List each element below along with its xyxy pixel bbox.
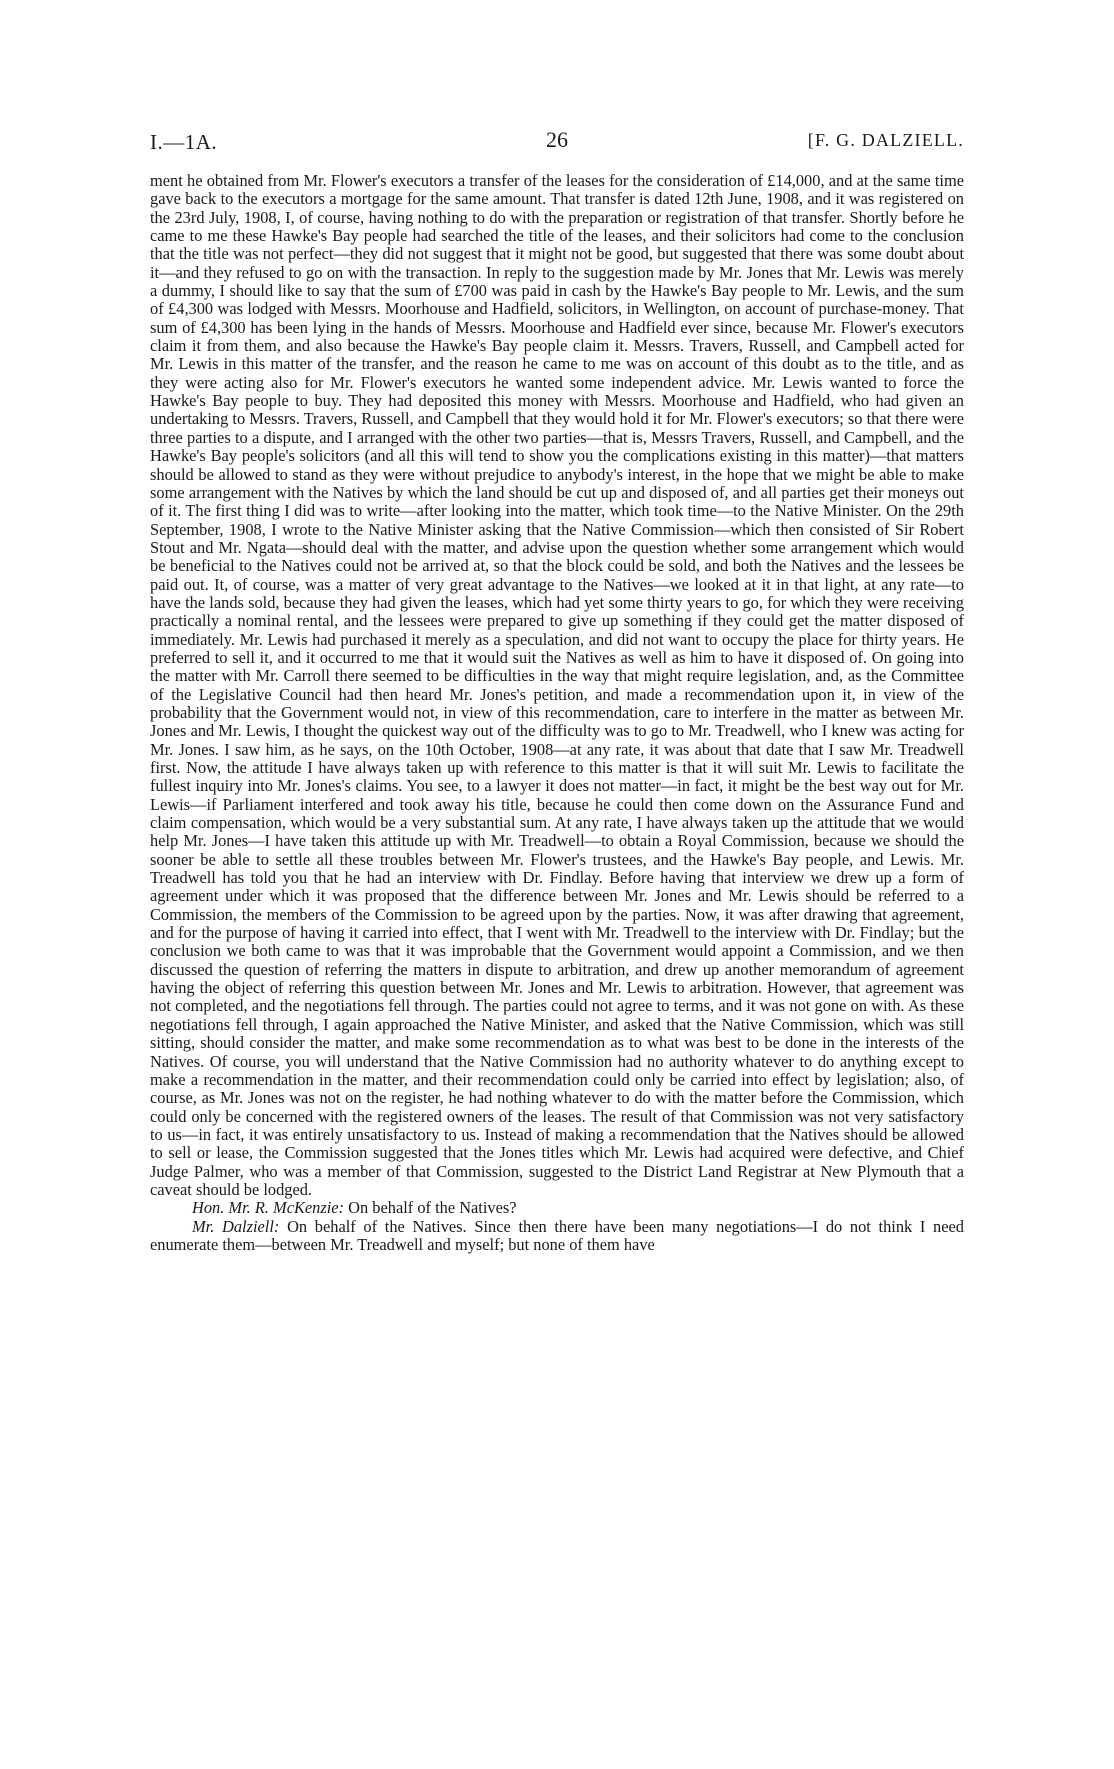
- speaker-name: Mr. Dalziell:: [192, 1216, 280, 1236]
- paragraph-text: ment he obtained from Mr. Flower's executors a transfer of the leases for the consideration of £14,000, and at the same time gave back to the executors a mortgage for the same amount. That transfer is dated 12th June, 1908, and it was registered on the 23rd July, 1908, I, of course, having nothing to do with the preparation or registration of that transfer. Shortly before he came to me these Hawke's Bay people had searched the title of the leases, and their solicitors had come to the conclusion that the title was not perfect—they did not suggest that it might not be good, but suggested that there was some doubt about it—and they refused to go on with the transaction. In reply to the suggestion made by Mr. Jones that Mr. Lewis was merely a dummy, I should like to say that the sum of £700 was paid in cash by the Hawke's Bay people to Mr. Lewis, and the sum of £4,300 was lodged with Messrs. Moorhouse and Hadfield, solicitors, in Wellington, on account of purchase-money. That sum of £4,300 has been lying in the hands of Messrs. Moorhouse and Hadfield ever since, because Mr. Flower's executors claim it from them, and also because the Hawke's Bay people claim it. Messrs. Travers, Russell, and Campbell acted for Mr. Lewis in this matter of the transfer, and the reason he came to me was on account of this doubt as to the title, and as they were acting also for Mr. Flower's executors he wanted some independent advice. Mr. Lewis wanted to force the Hawke's Bay people to buy. They had deposited this money with Messrs. Moorhouse and Hadfield, who had given an undertaking to Messrs. Travers, Russell, and Campbell that they would hold it for Mr. Flower's executors; so that there were three parties to a dispute, and I arranged with the other two parties—that is, Messrs Travers, Russell, and Campbell, and the Hawke's Bay people's solicitors (and all this will tend to show you the complications existing in this matter)—that matters should be allowed to stand as they were without prejudice to anybody's interest, in the hope that we might be able to make some arrangement with the Natives by which the land should be cut up and disposed of, and all parties get their moneys out of it. The first thing I did was to write—after looking into the matter, which took time—to the Native Minister. On the 29th September, 1908, I wrote to the Native Minister asking that the Native Commission—which then consisted of Sir Robert Stout and Mr. Ngata—should deal with the matter, and advise upon the question whether some arrangement which would be beneficial to the Natives could not be arrived at, so that the block could be sold, and both the Natives and the lessees be paid out. It, of course, was a matter of very great advantage to the Natives—we looked at it in that light, at any rate—to have the lands sold, because they had given the leases, which had yet some thirty years to go, for which they were receiving practically a nominal rental, and the lessees were prepared to give up something if they could get the matter disposed of immediately. Mr. Lewis had purchased it merely as a speculation, and did not want to occupy the place for thirty years. He preferred to sell it, and it occurred to me that it would suit the Natives as well as him to have it disposed of. On going into the matter with Mr. Carroll there seemed to be difficulties in the way that might require legislation, and, as the Committee of the Legislative Council had then heard Mr. Jones's petition, and made a recommendation upon it, in view of the probability that the Government would not, in view of this recommendation, care to interfere in the matter as between Mr. Jones and Mr. Lewis, I thought the quickest way out of the difficulty was to go to Mr. Treadwell, who I knew was acting for Mr. Jones. I saw him, as he says, on the 10th October, 1908—at any rate, it was about that date that I saw Mr. Treadwell first. Now, the attitude I have always taken up with reference to this matter is that it will suit Mr. Lewis to facilitate the fullest inquiry into Mr. Jones's claims. You see, to a lawyer it does not matter—in fact, it might be the best way out for Mr. Lewis—if Parliament interfered and took away his title, because he could then come down on the Assurance Fund and claim compensation, which would be a very substantial sum. At any rate, I have always taken up the attitude that we would help Mr. Jones—I have taken this attitude up with Mr. Treadwell—to obtain a Royal Commission, because we should the sooner be able to settle all these troubles between Mr. Flower's trustees, and the Hawke's Bay people, and Lewis. Mr. Treadwell has told you that he had an interview with Dr. Findlay. Before having that interview we drew up a form of agreement under which it was proposed that the difference between Mr. Jones and Mr. Lewis should be referred to a Commission, the members of the Commission to be agreed upon by the parties. Now, it was after drawing that agreement, and for the purpose of having it carried into effect, that I went with Mr. Treadwell to the interview with Dr. Findlay; but the conclusion we both came to was that it was improbable that the Government would appoint a Commission, and we then discussed the question of referring the matters in dispute to arbitration, and drew up another memorandum of agreement having the object of referring this question between Mr. Jones and Mr. Lewis to arbitration. However, that agreement was not completed, and the negotiations fell through. The parties could not agree to terms, and it was not gone on with. As these negotiations fell through, I again approached the Native Minister, and asked that the Native Commission, which was still sitting, should consider the matter, and make some recommendation as to what was best to be done in the interests of the Natives. Of course, you will understand that the Native Commission had no authority whatever to do anything except to make a recommendation in the matter, and their recommendation could only be carried into effect by legislation; also, of course, as Mr. Jones was not on the register, he had nothing whatever to do with the matter before the Commission, which could only be concerned with the registered owners of the leases. The result of that Commission was not very satisfactory to us—in fact, it was entirely unsatisfactory to us. Instead of making a recommendation that the Natives should be allowed to sell or lease, the Commission suggested that the Jones titles which Mr. Lewis had acquired were defective, and Chief Judge Palmer, who was a member of that Commission, suggested to the District Land Registrar at New Plymouth that a caveat should be lodged.: [150, 171, 964, 1199]
- paragraph-question: [150, 1199, 964, 1217]
- body-text: [150, 172, 964, 1254]
- page-number: 26: [546, 127, 568, 152]
- speaker-name: Hon. Mr. R. McKenzie:: [192, 1198, 345, 1218]
- paragraph-continuation: [150, 172, 964, 1199]
- paragraph-answer: [150, 1218, 964, 1255]
- paragraph-text: On behalf of the Natives. Since then there have been many negotiations—I do not think I need enumerate them—between Mr. Treadwell and myself; but none of them have: [150, 1216, 964, 1254]
- witness-name: [F. G. DALZIELL.: [807, 130, 964, 150]
- paper-reference: I.—1A.: [150, 130, 218, 154]
- page-header: [150, 122, 964, 162]
- paragraph-text: On behalf of the Natives?: [344, 1198, 517, 1218]
